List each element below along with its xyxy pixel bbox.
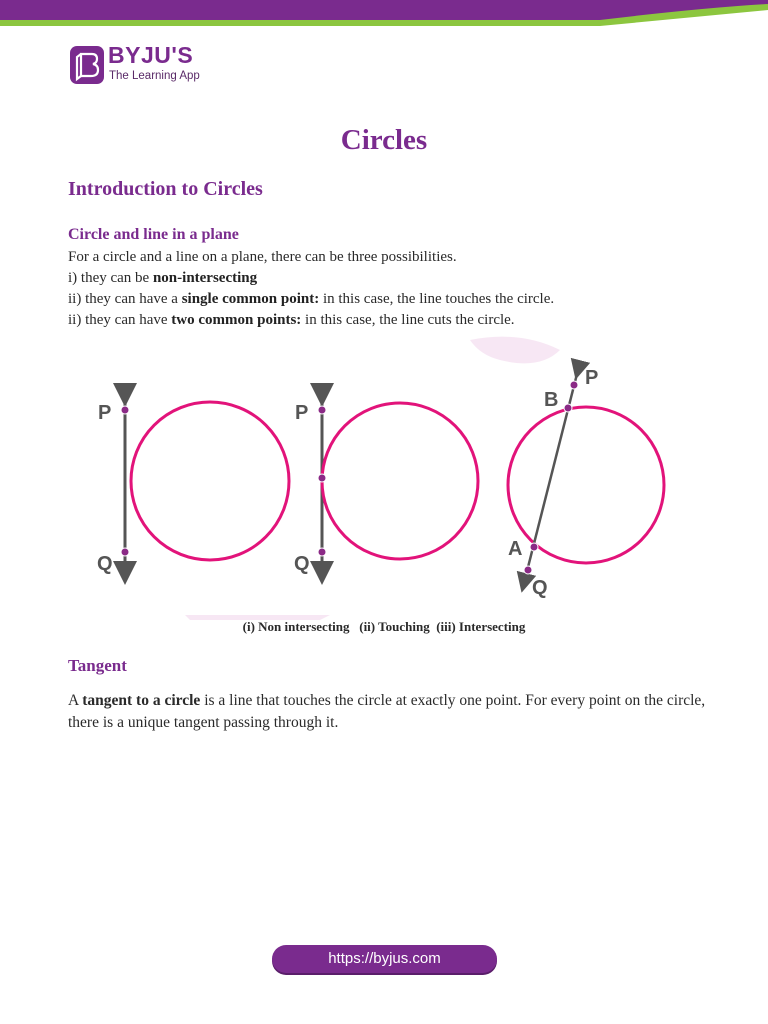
possibility-1-bold: non-intersecting xyxy=(152,270,258,286)
possibility-2 xyxy=(68,289,554,310)
intro-text: For a circle and a line on a plane, there can be three possibilities. xyxy=(68,249,457,265)
footer-url-link[interactable]: https://byjus.com xyxy=(272,945,497,973)
tangent-heading: Tangent xyxy=(68,656,127,675)
possibility-2-bold: single common point: xyxy=(181,291,320,307)
circle-2 xyxy=(322,403,478,559)
point-touch-2 xyxy=(318,474,326,482)
point-a xyxy=(530,543,538,551)
tangent-suffix: is a line that touches the circle at exactly one point. For every point on the circle, there is a unique tangent passing through it. xyxy=(68,692,706,731)
possibility-1 xyxy=(68,268,257,289)
figure-intersecting xyxy=(508,367,664,599)
possibility-3 xyxy=(68,310,515,331)
logo-name: BYJU'S xyxy=(108,42,194,68)
label-p-3: P xyxy=(585,367,599,389)
label-p-2: P xyxy=(295,402,309,424)
label-p-1: P xyxy=(98,402,112,424)
byjus-logo-icon xyxy=(70,46,104,84)
possibility-1-prefix: i) they can be xyxy=(68,270,153,286)
point-p-3 xyxy=(570,381,578,389)
section-heading: Introduction to Circles xyxy=(68,178,263,200)
label-q-2: Q xyxy=(294,553,310,575)
circle-3 xyxy=(508,407,664,563)
tangent-paragraph xyxy=(68,690,708,734)
figure-touching xyxy=(294,395,478,575)
tangent-bold: tangent to a circle xyxy=(82,692,201,709)
label-q-3: Q xyxy=(532,577,548,599)
tangent-prefix: A xyxy=(68,692,83,709)
sub-heading: Circle and line in a plane xyxy=(68,226,239,243)
figure-non-intersecting xyxy=(97,395,289,575)
label-q-1: Q xyxy=(97,553,113,575)
label-a: A xyxy=(508,538,523,560)
possibility-2-prefix: ii) they can have a xyxy=(68,291,182,307)
top-banner xyxy=(0,0,768,30)
page-title: Circles xyxy=(340,124,428,156)
point-q-1 xyxy=(121,548,129,556)
point-p-1 xyxy=(121,406,129,414)
point-p-2 xyxy=(318,406,326,414)
possibility-3-suffix: in this case, the line cuts the circle. xyxy=(301,312,515,328)
logo-tagline: The Learning App xyxy=(109,70,200,82)
label-b: B xyxy=(544,389,559,411)
possibility-2-suffix: in this case, the line touches the circle. xyxy=(319,291,555,307)
point-b xyxy=(564,404,572,412)
diagram-caption: (i) Non intersecting (ii) Touching (iii) Intersecting xyxy=(242,619,526,634)
point-q-3 xyxy=(524,566,532,574)
watermark xyxy=(185,337,560,620)
circle-line-diagram xyxy=(0,330,768,620)
possibility-3-prefix: ii) they can have xyxy=(68,312,172,328)
circle-1 xyxy=(131,402,289,560)
point-q-2 xyxy=(318,548,326,556)
possibility-3-bold: two common points: xyxy=(171,312,302,328)
